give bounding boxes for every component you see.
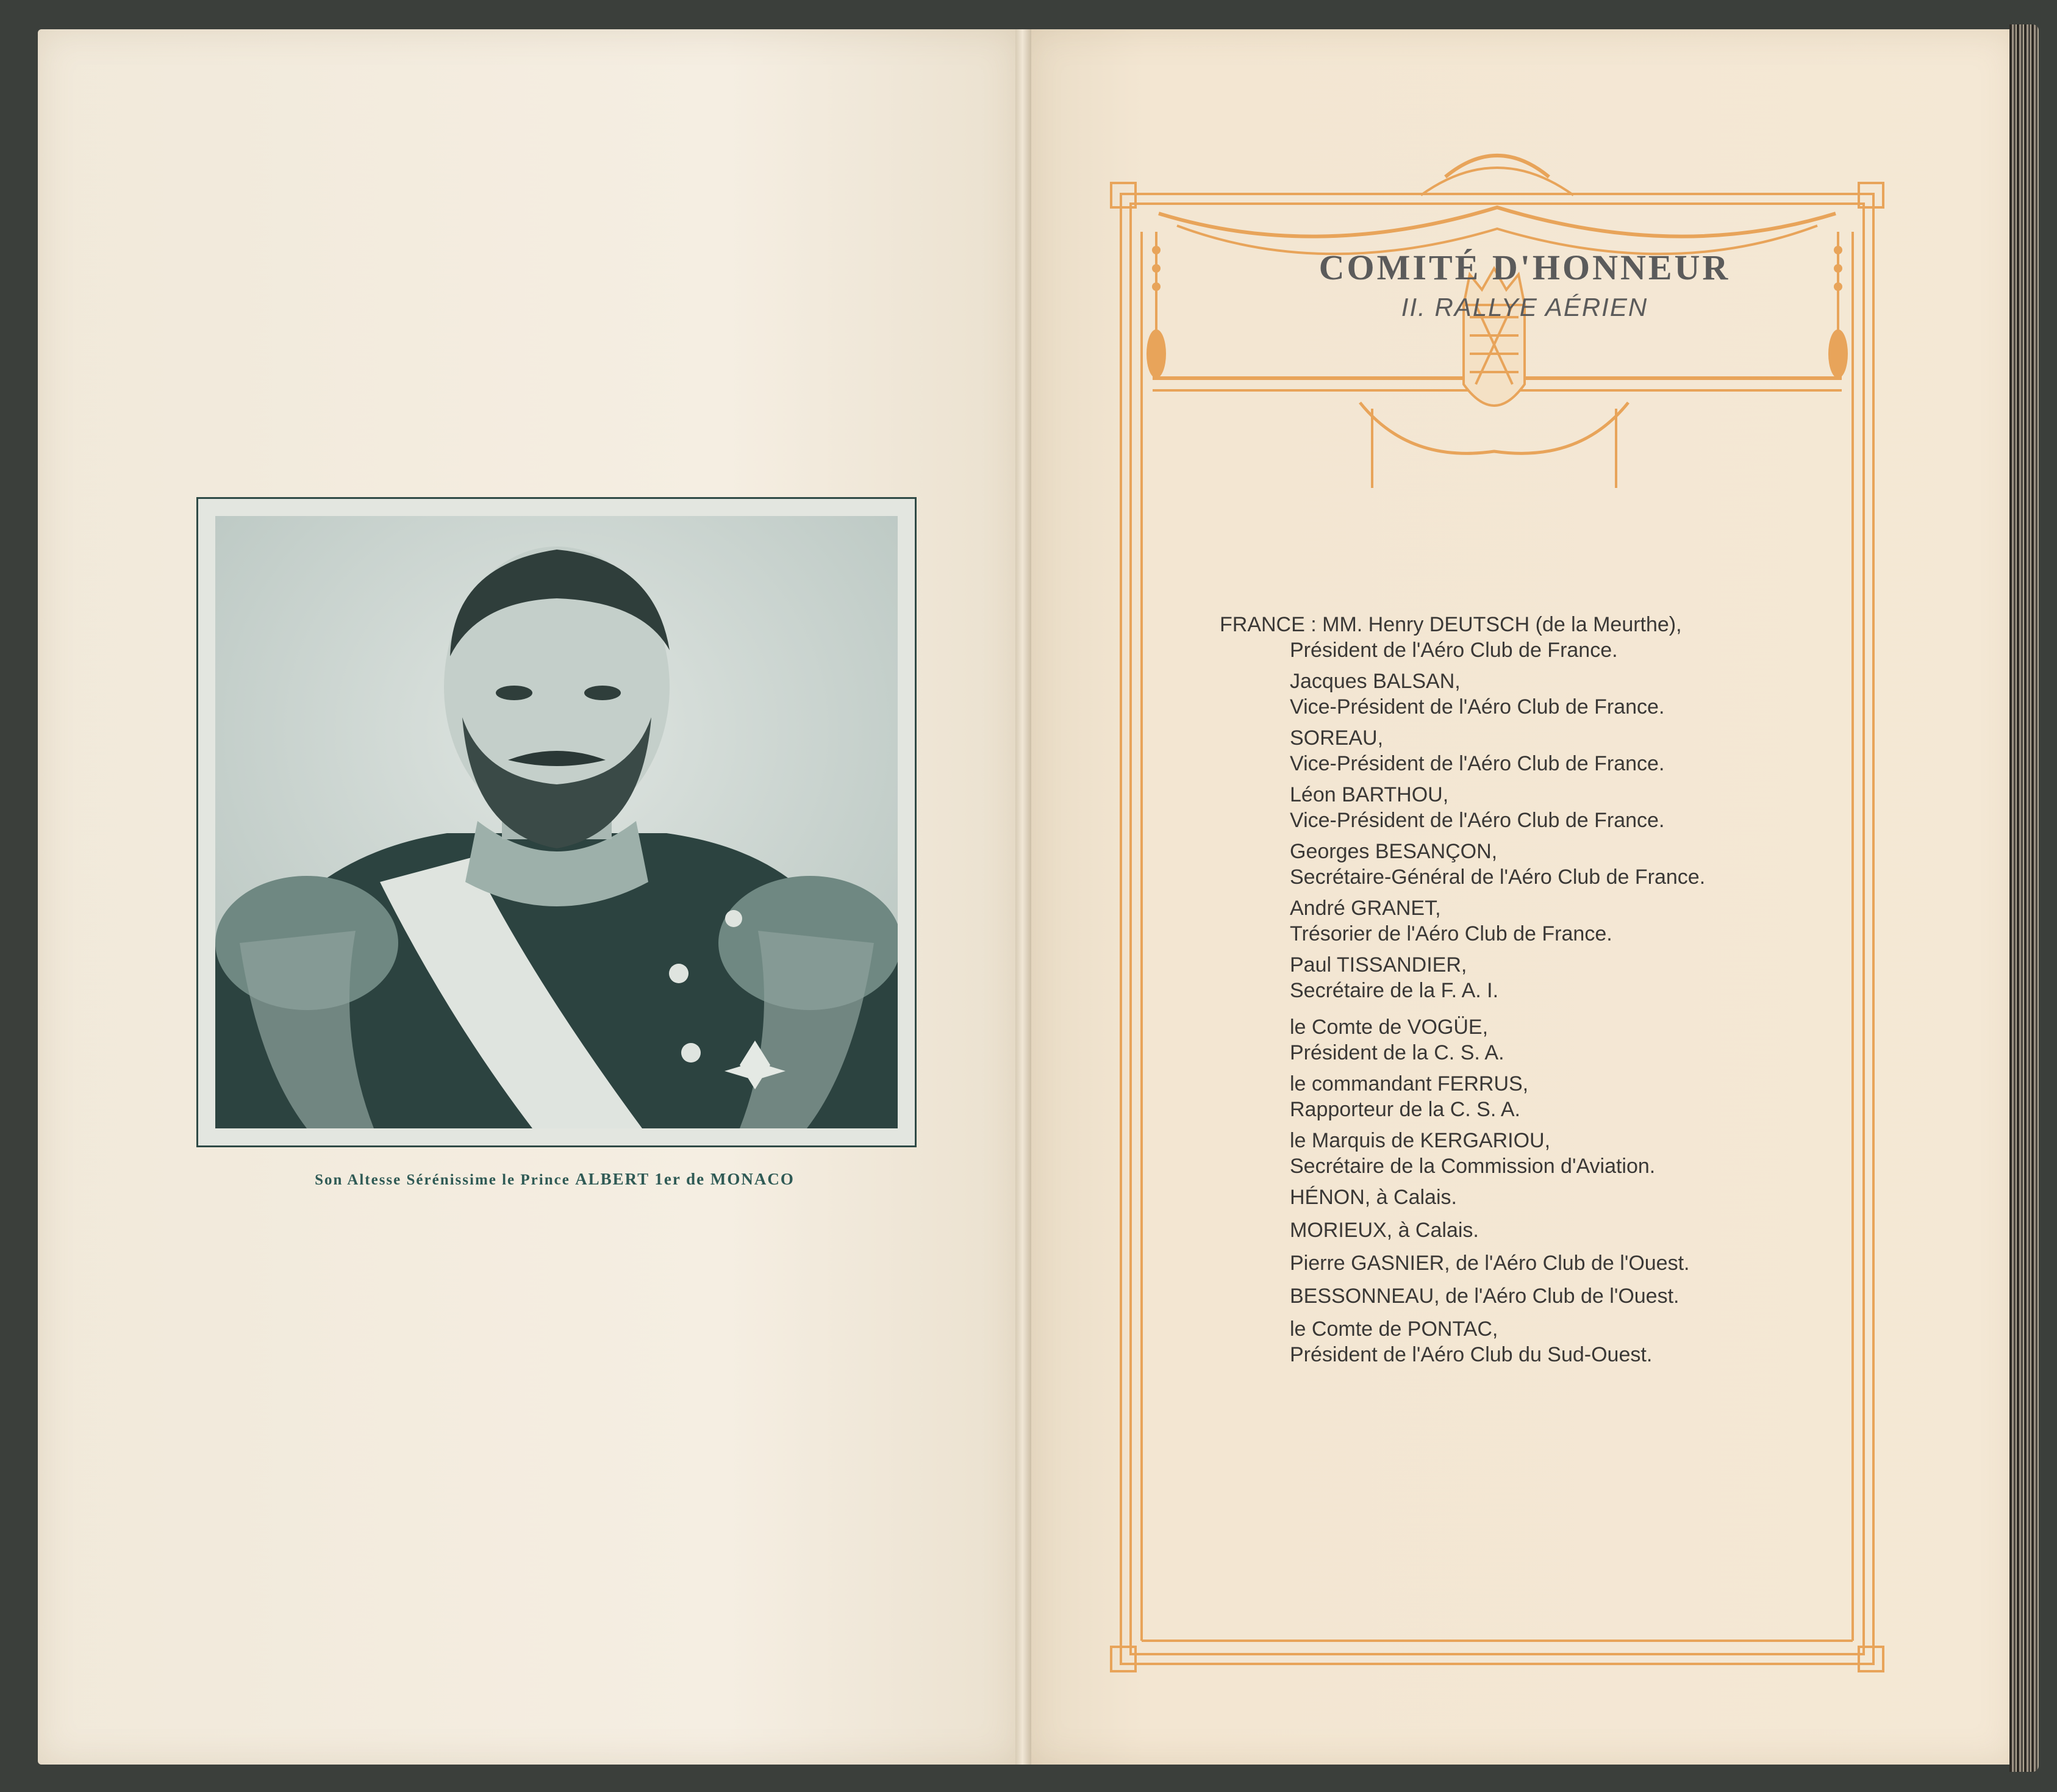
- entry-title: Secrétaire de la F. A. I.: [1290, 979, 1499, 1002]
- entry-name: Léon BARTHOU,: [1290, 783, 1449, 806]
- list-item: [1220, 782, 1903, 833]
- entry-title: Trésorier de l'Aéro Club de France.: [1290, 922, 1612, 945]
- list-item: [1220, 1071, 1903, 1122]
- entry-name: le Marquis de KERGARIOU,: [1290, 1129, 1551, 1152]
- entry-title: Rapporteur de la C. S. A.: [1290, 1098, 1520, 1121]
- page-edges: [2009, 24, 2039, 1772]
- entry-title: Président de l'Aéro Club du Sud-Ouest.: [1290, 1343, 1653, 1366]
- entry-title: Vice-Président de l'Aéro Club de France.: [1290, 752, 1665, 775]
- entry-name: le commandant FERRUS,: [1290, 1072, 1529, 1095]
- book-gutter: [1015, 29, 1031, 1765]
- list-item: [1220, 668, 1903, 720]
- entry-name: le Comte de VOGÜE,: [1290, 1016, 1489, 1039]
- portrait-image: [215, 516, 898, 1128]
- entry-name: BESSONNEAU, de l'Aéro Club de l'Ouest.: [1290, 1285, 1680, 1308]
- entry-name: Pierre GASNIER, de l'Aéro Club de l'Ouest.: [1290, 1252, 1690, 1275]
- list-item: [1220, 1217, 1903, 1243]
- list-item: [1220, 725, 1903, 776]
- entry-name: FRANCE : MM. Henry DEUTSCH (de la Meurthe),: [1220, 613, 1682, 636]
- entry-title: Vice-Président de l'Aéro Club de France.: [1290, 809, 1665, 832]
- entry-title: Vice-Président de l'Aéro Club de France.: [1290, 695, 1665, 719]
- list-item: [1220, 1316, 1903, 1367]
- entry-name: HÉNON, à Calais.: [1290, 1186, 1457, 1209]
- committee-list: [1220, 612, 1903, 1373]
- caption-prefix: Son Altesse Sérénissime le Prince: [315, 1172, 570, 1188]
- list-item: [1220, 612, 1903, 663]
- list-item: [1220, 952, 1903, 1003]
- entry-title: Secrétaire-Général de l'Aéro Club de France.: [1290, 866, 1706, 889]
- list-item: [1220, 1014, 1903, 1066]
- entry-name: André GRANET,: [1290, 897, 1441, 920]
- caption-name: ALBERT 1er de MONACO: [575, 1170, 795, 1188]
- list-item: [1220, 839, 1903, 890]
- page-subtitle: II. RALLYE AÉRIEN: [1401, 293, 1648, 321]
- list-item: [1220, 895, 1903, 947]
- list-item: [1220, 1250, 1903, 1276]
- entry-title: Président de la C. S. A.: [1290, 1041, 1504, 1064]
- list-item: [1220, 1185, 1903, 1210]
- entry-name: Paul TISSANDIER,: [1290, 953, 1467, 977]
- list-item: [1220, 1283, 1903, 1309]
- entry-name: Jacques BALSAN,: [1290, 670, 1461, 693]
- entry-title: Secrétaire de la Commission d'Aviation.: [1290, 1155, 1656, 1178]
- portrait-photo: [196, 497, 917, 1147]
- entry-name: le Comte de PONTAC,: [1290, 1317, 1498, 1341]
- portrait-caption: [196, 1170, 913, 1189]
- entry-name: Georges BESANÇON,: [1290, 840, 1498, 863]
- entry-name: SOREAU,: [1290, 726, 1384, 750]
- entry-title: Président de l'Aéro Club de France.: [1290, 639, 1618, 662]
- page-title: COMITÉ D'HONNEUR: [1318, 248, 1731, 287]
- entry-name: MORIEUX, à Calais.: [1290, 1219, 1479, 1242]
- list-item: [1220, 1128, 1903, 1179]
